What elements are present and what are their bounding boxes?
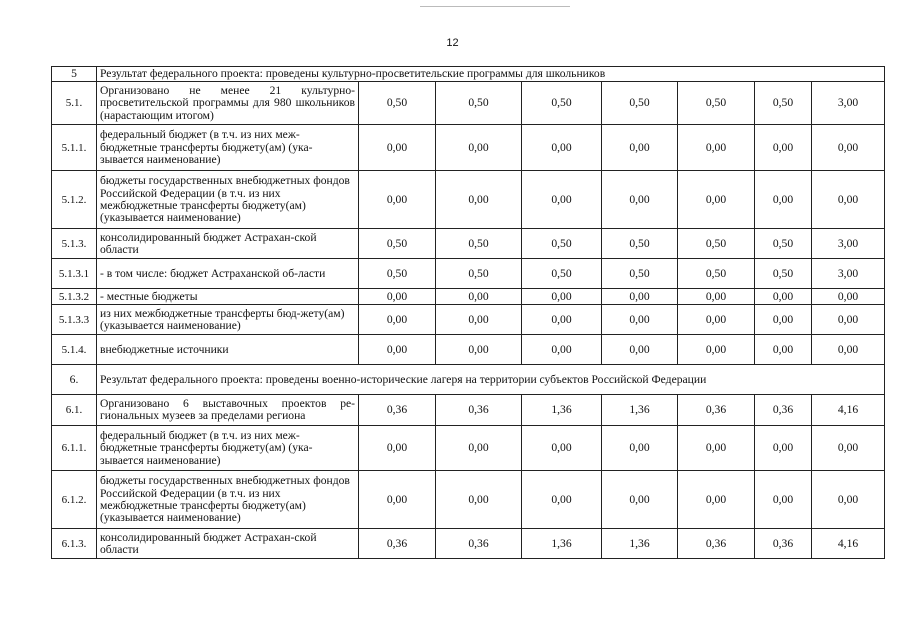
value-cell: 0,00 bbox=[602, 335, 678, 365]
value-cell: 0,00 bbox=[436, 426, 522, 471]
value-cell: 0,50 bbox=[359, 229, 436, 259]
value-cell: 0,36 bbox=[755, 395, 812, 426]
row-code: 5.1.3.3 bbox=[52, 305, 97, 335]
table-row bbox=[52, 471, 885, 529]
value-cell: 0,50 bbox=[678, 259, 755, 289]
value-cell: 0,50 bbox=[678, 82, 755, 125]
value-cell: 0,50 bbox=[359, 82, 436, 125]
row-code: 5.1.1. bbox=[52, 125, 97, 171]
row-name: - в том числе: бюджет Астраханской об-ласти bbox=[97, 259, 359, 289]
value-cell: 0,00 bbox=[522, 471, 602, 529]
value-cell: 0,50 bbox=[436, 82, 522, 125]
value-cell: 0,00 bbox=[359, 289, 436, 305]
table-row bbox=[52, 229, 885, 259]
value-cell: 4,16 bbox=[812, 529, 885, 559]
row-name: внебюджетные источники bbox=[97, 335, 359, 365]
value-cell: 0,00 bbox=[436, 171, 522, 229]
value-cell: 0,00 bbox=[678, 335, 755, 365]
value-cell: 0,50 bbox=[755, 229, 812, 259]
value-cell: 3,00 bbox=[812, 82, 885, 125]
row-code: 6.1.3. bbox=[52, 529, 97, 559]
row-code: 5.1. bbox=[52, 82, 97, 125]
value-cell: 0,00 bbox=[755, 289, 812, 305]
value-cell: 0,50 bbox=[755, 259, 812, 289]
value-cell: 0,36 bbox=[436, 529, 522, 559]
value-cell: 0,00 bbox=[436, 305, 522, 335]
value-cell: 0,00 bbox=[522, 335, 602, 365]
value-cell: 0,50 bbox=[359, 259, 436, 289]
section-title: Результат федерального проекта: проведены культурно-просветительские программы для школьников bbox=[97, 67, 885, 82]
value-cell: 0,00 bbox=[602, 471, 678, 529]
budget-table bbox=[51, 66, 885, 559]
value-cell: 0,00 bbox=[755, 125, 812, 171]
row-code: 5.1.4. bbox=[52, 335, 97, 365]
row-code: 6.1. bbox=[52, 395, 97, 426]
table-row bbox=[52, 289, 885, 305]
value-cell: 0,00 bbox=[522, 289, 602, 305]
page-top-rule bbox=[420, 6, 570, 7]
value-cell: 0,50 bbox=[678, 229, 755, 259]
value-cell: 0,00 bbox=[678, 471, 755, 529]
value-cell: 0,36 bbox=[678, 529, 755, 559]
section-number: 6. bbox=[52, 365, 97, 395]
value-cell: 0,00 bbox=[436, 289, 522, 305]
value-cell: 0,00 bbox=[812, 426, 885, 471]
section-header-row bbox=[52, 365, 885, 395]
value-cell: 0,00 bbox=[522, 171, 602, 229]
row-name: консолидированный бюджет Астрахан-ской области bbox=[97, 529, 359, 559]
section-header-row bbox=[52, 67, 885, 82]
row-name: федеральный бюджет (в т.ч. из них меж-бюджетные трансферты бюджету(ам) (ука-зывается наименование) bbox=[97, 125, 359, 171]
value-cell: 0,00 bbox=[602, 305, 678, 335]
value-cell: 0,00 bbox=[602, 426, 678, 471]
value-cell: 0,00 bbox=[812, 471, 885, 529]
row-code: 5.1.3.2 bbox=[52, 289, 97, 305]
row-name: - местные бюджеты bbox=[97, 289, 359, 305]
row-code: 5.1.2. bbox=[52, 171, 97, 229]
value-cell: 0,50 bbox=[522, 229, 602, 259]
row-code: 5.1.3. bbox=[52, 229, 97, 259]
value-cell: 0,50 bbox=[436, 229, 522, 259]
value-cell: 0,00 bbox=[602, 125, 678, 171]
table-row bbox=[52, 82, 885, 125]
value-cell: 0,36 bbox=[755, 529, 812, 559]
value-cell: 0,00 bbox=[678, 305, 755, 335]
value-cell: 0,00 bbox=[359, 471, 436, 529]
value-cell: 0,00 bbox=[359, 305, 436, 335]
value-cell: 0,00 bbox=[359, 125, 436, 171]
value-cell: 0,00 bbox=[602, 171, 678, 229]
value-cell: 3,00 bbox=[812, 229, 885, 259]
value-cell: 0,50 bbox=[602, 229, 678, 259]
value-cell: 1,36 bbox=[522, 529, 602, 559]
value-cell: 0,00 bbox=[755, 471, 812, 529]
value-cell: 0,00 bbox=[755, 426, 812, 471]
section-number: 5 bbox=[52, 67, 97, 82]
value-cell: 0,00 bbox=[359, 171, 436, 229]
table-row bbox=[52, 426, 885, 471]
value-cell: 0,00 bbox=[522, 305, 602, 335]
row-code: 5.1.3.1 bbox=[52, 259, 97, 289]
value-cell: 0,00 bbox=[602, 289, 678, 305]
table-row bbox=[52, 529, 885, 559]
section-title: Результат федерального проекта: проведены военно-исторические лагеря на территории субъектов Российской Федерации bbox=[97, 365, 885, 395]
value-cell: 0,50 bbox=[602, 259, 678, 289]
value-cell: 0,00 bbox=[812, 171, 885, 229]
table-row bbox=[52, 171, 885, 229]
value-cell: 0,36 bbox=[359, 529, 436, 559]
value-cell: 0,00 bbox=[678, 125, 755, 171]
table-row bbox=[52, 125, 885, 171]
value-cell: 1,36 bbox=[602, 529, 678, 559]
table-row bbox=[52, 335, 885, 365]
value-cell: 0,50 bbox=[755, 82, 812, 125]
row-name: Организовано 6 выставочных проектов ре-гиональных музеев за пределами региона bbox=[97, 395, 359, 426]
value-cell: 4,16 bbox=[812, 395, 885, 426]
value-cell: 0,00 bbox=[678, 426, 755, 471]
row-name: бюджеты государственных внебюджетных фондов Российской Федерации (в т.ч. из них межбюджетные трансферты бюджету(ам) (указывается наименование) bbox=[97, 171, 359, 229]
value-cell: 0,00 bbox=[522, 125, 602, 171]
value-cell: 1,36 bbox=[522, 395, 602, 426]
value-cell: 0,36 bbox=[436, 395, 522, 426]
value-cell: 0,00 bbox=[812, 335, 885, 365]
row-code: 6.1.1. bbox=[52, 426, 97, 471]
value-cell: 0,00 bbox=[812, 305, 885, 335]
value-cell: 0,00 bbox=[755, 305, 812, 335]
table-row bbox=[52, 259, 885, 289]
value-cell: 3,00 bbox=[812, 259, 885, 289]
page-number: 12 bbox=[446, 37, 459, 49]
value-cell: 0,50 bbox=[436, 259, 522, 289]
value-cell: 0,00 bbox=[359, 426, 436, 471]
value-cell: 0,00 bbox=[436, 125, 522, 171]
value-cell: 0,00 bbox=[812, 289, 885, 305]
value-cell: 0,50 bbox=[602, 82, 678, 125]
row-name: консолидированный бюджет Астрахан-ской области bbox=[97, 229, 359, 259]
row-name: федеральный бюджет (в т.ч. из них меж-бюджетные трансферты бюджету(ам) (ука-зывается наименование) bbox=[97, 426, 359, 471]
value-cell: 0,00 bbox=[755, 171, 812, 229]
table-row bbox=[52, 305, 885, 335]
row-name: из них межбюджетные трансферты бюд-жету(ам) (указывается наименование) bbox=[97, 305, 359, 335]
table-row bbox=[52, 395, 885, 426]
value-cell: 0,00 bbox=[755, 335, 812, 365]
row-name: Организовано не менее 21 культурно-просветительской программы для 980 школьников (нарастающим итогом) bbox=[97, 82, 359, 125]
value-cell: 0,00 bbox=[436, 335, 522, 365]
value-cell: 0,36 bbox=[359, 395, 436, 426]
row-name: бюджеты государственных внебюджетных фондов Российской Федерации (в т.ч. из них межбюджетные трансферты бюджету(ам) (указывается наименование) bbox=[97, 471, 359, 529]
value-cell: 1,36 bbox=[602, 395, 678, 426]
value-cell: 0,00 bbox=[436, 471, 522, 529]
value-cell: 0,36 bbox=[678, 395, 755, 426]
value-cell: 0,00 bbox=[359, 335, 436, 365]
value-cell: 0,00 bbox=[678, 289, 755, 305]
value-cell: 0,00 bbox=[678, 171, 755, 229]
value-cell: 0,00 bbox=[812, 125, 885, 171]
row-code: 6.1.2. bbox=[52, 471, 97, 529]
value-cell: 0,50 bbox=[522, 82, 602, 125]
value-cell: 0,00 bbox=[522, 426, 602, 471]
value-cell: 0,50 bbox=[522, 259, 602, 289]
